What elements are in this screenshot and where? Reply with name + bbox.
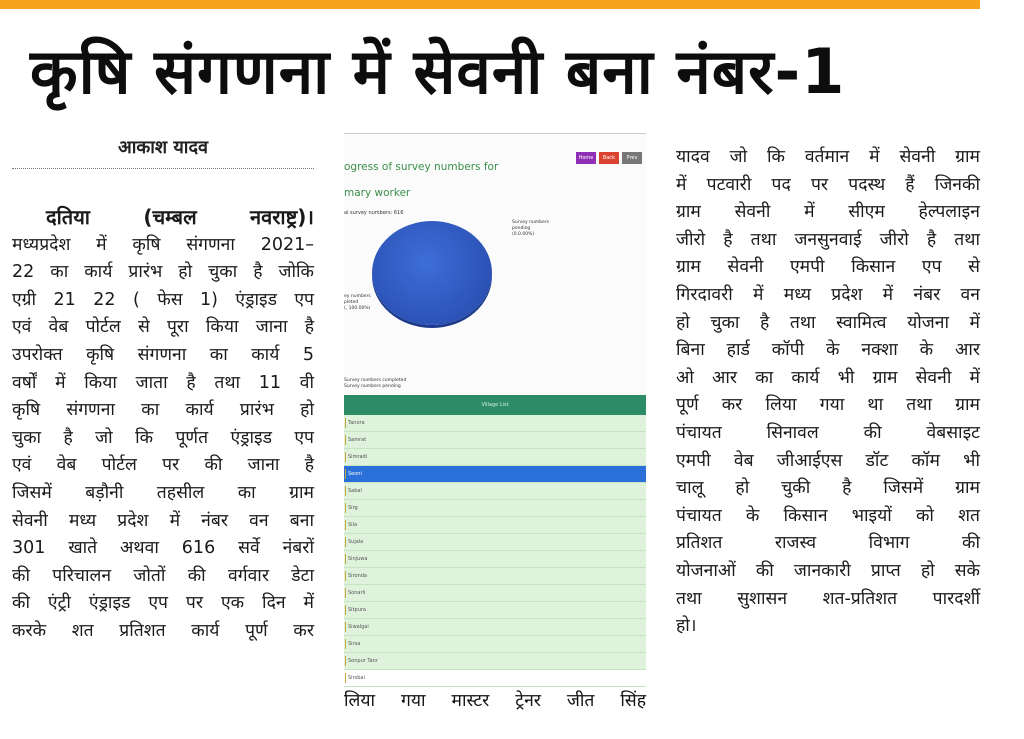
pie-label-text: ey numbers	[344, 294, 371, 299]
text-line: चुका है जो कि पूर्णत एंड्राइड एप	[12, 427, 314, 448]
pie-label-completed	[344, 294, 371, 312]
text-line: 301 खाते अथवा 616 सर्वे नंबरों	[12, 538, 314, 559]
table-row: Samrat	[344, 432, 646, 449]
top-accent-bar	[0, 0, 980, 9]
pie-label-pending	[512, 220, 549, 238]
table-row: Sinjuwa	[344, 551, 646, 568]
table-header: Village List	[344, 395, 646, 415]
text-line: एवं वेब पोर्टल पर की जाना है	[12, 455, 314, 476]
table-row: Sirg	[344, 500, 646, 517]
text-line: हो।	[676, 616, 697, 637]
author-name: आकाश यादव	[117, 137, 209, 158]
table-row-selected: Seoni	[344, 466, 646, 483]
pie-label-text: (0.0.00%)	[512, 232, 535, 237]
village-list-table	[344, 395, 646, 681]
article-column-1	[12, 204, 314, 646]
table-row: Siwalgai	[344, 619, 646, 636]
text-line: एग्री 21 22 ( फेस 1) एंड्राइड एप	[12, 289, 314, 310]
figure-title	[344, 154, 514, 206]
text-line: यादव जो कि वर्तमान में सेवनी ग्राम	[676, 147, 980, 167]
text-line: एमपी वेब जीआईएस डॉट कॉम भी	[676, 450, 980, 471]
pie-label-text: Survey numbers	[512, 220, 549, 225]
text-line: कृषि संगणना का कार्य प्रारंभ हो	[12, 400, 314, 421]
text-line: की परिचालन जोतों की वर्गवार डेटा	[12, 565, 314, 586]
survey-count: al survey numbers: 616	[344, 210, 404, 216]
figure-buttons	[576, 152, 642, 164]
byline	[12, 128, 314, 169]
back-button: Back	[599, 152, 619, 164]
table-row: Sujala	[344, 534, 646, 551]
text-line: तथा सुशासन शत-प्रतिशत पारदर्शी	[676, 588, 980, 609]
text-line: 22 का कार्य प्रारंभ हो चुका है जोकि	[12, 262, 314, 283]
text-line: बिना हार्ड कॉपी के नक्शा के आर	[676, 340, 980, 361]
text-line: वर्षों में किया जाता है तथा 11 वी	[12, 372, 314, 393]
prev-button: Prev	[622, 152, 642, 164]
text-line: करके शत प्रतिशत कार्य पूर्ण कर	[12, 620, 314, 641]
text-line: गिरदावरी में मध्य प्रदेश में नंबर वन	[676, 284, 980, 305]
pie-label-text: pleted	[344, 300, 359, 305]
text-line: ग्राम सेवनी में सीएम हेल्पलाइन	[676, 202, 980, 223]
table-row: Sitpura	[344, 602, 646, 619]
pie-label-text: pending	[512, 226, 531, 231]
figure-title-line: mary worker	[344, 187, 411, 199]
text-line: ग्राम सेवनी एमपी किसान एप से	[676, 257, 980, 278]
legend-item: Survey numbers pending	[344, 384, 401, 389]
table-row: Sonarli	[344, 585, 646, 602]
pie-label-text: (, 100.00%)	[344, 306, 371, 311]
text-line: में पटवारी पद पर पदस्थ हैं जिनकी	[676, 174, 980, 195]
table-row: Sonpur Tanr	[344, 653, 646, 670]
text-line: चालू हो चुकी है जिसमें ग्राम	[676, 478, 980, 499]
table-row: Sirsbai	[344, 670, 646, 687]
table-row: Sila	[344, 517, 646, 534]
text-line: पंचायत सिनावल की वेबसाइट	[676, 422, 980, 443]
home-button: Home	[576, 152, 596, 164]
dateline: दतिया (चम्बल नवराष्ट्र)।	[46, 205, 314, 229]
text-line: योजनाओं की जानकारी प्राप्त हो सके	[676, 560, 980, 581]
article-column-2-text: लिया गया मास्टर ट्रेनर जीत सिंह	[344, 691, 646, 711]
table-row: Sirsa	[344, 636, 646, 653]
text-line: मध्यप्रदेश में कृषि संगणना 2021–	[12, 234, 314, 255]
text-line: सेवनी मध्य प्रदेश में नंबर वन बना	[12, 510, 314, 531]
table-row: Sabal	[344, 483, 646, 500]
text-line: ओ आर का कार्य भी ग्राम सेवनी में	[676, 367, 980, 388]
text-line: हो चुका है तथा स्वामित्व योजना में	[676, 312, 980, 333]
pie-legend	[344, 378, 406, 390]
legend-item: Survey numbers completed	[344, 378, 407, 383]
text-line: जीरो है तथा जनसुनवाई जीरो है तथा	[676, 229, 980, 250]
headline: कृषि संगणना में सेवनी बना नंबर-1	[30, 35, 846, 108]
pie-chart	[372, 221, 492, 325]
text-line: पंचायत के किसान भाइयों को शत	[676, 505, 980, 526]
app-screenshot-figure	[344, 133, 646, 681]
text-line: उपरोक्त कृषि संगणना का कार्य 5	[12, 344, 314, 365]
table-row: Simradi	[344, 449, 646, 466]
table-row: Tanora	[344, 415, 646, 432]
text-line: की एंट्री एंड्राइड एप पर एक दिन में	[12, 593, 314, 614]
text-line: जिसमें बड़ौनी तहसील का ग्राम	[12, 482, 314, 503]
text-line: एवं वेब पोर्टल से पूरा किया जाना है	[12, 317, 314, 338]
text-line: प्रतिशत राजस्व विभाग की	[676, 533, 980, 554]
text-line: पूर्ण कर लिया गया था तथा ग्राम	[676, 395, 980, 416]
table-row: Sironda	[344, 568, 646, 585]
figure-title-line: ogress of survey numbers for	[344, 161, 499, 173]
article-column-3	[676, 144, 980, 641]
